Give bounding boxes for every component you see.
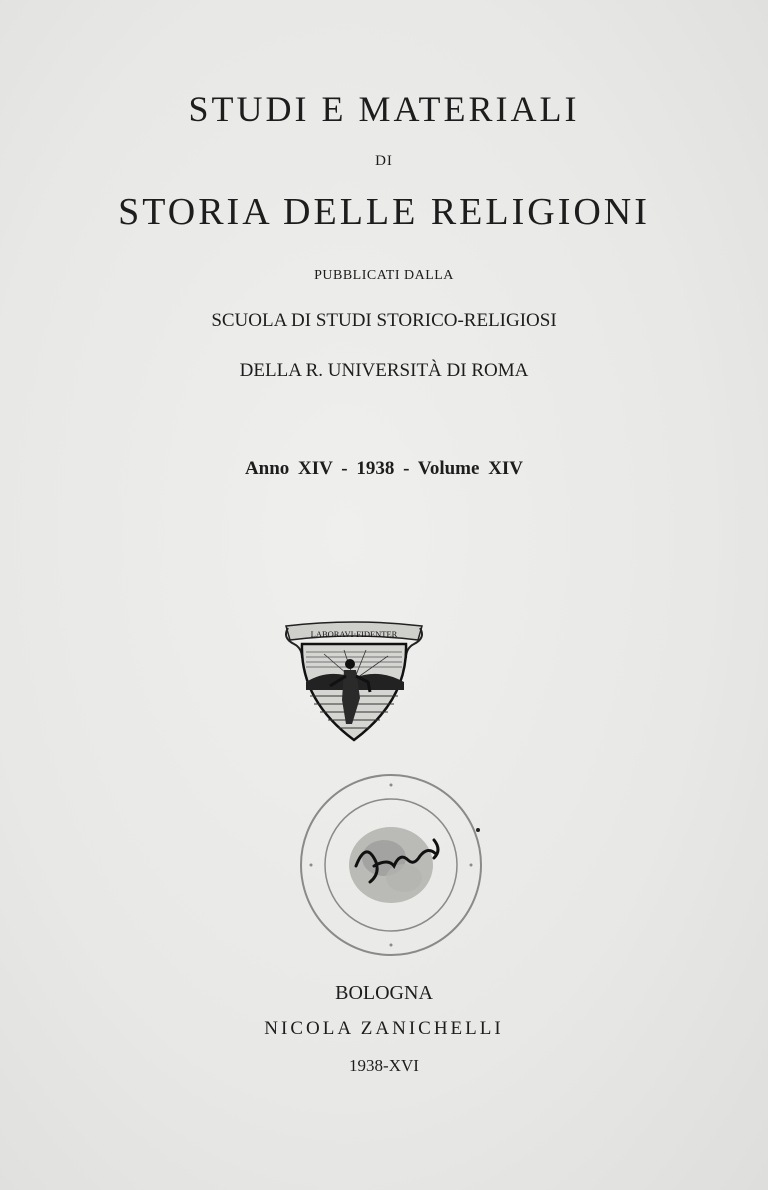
issue-line: Anno XIV - 1938 - Volume XIV [244, 458, 524, 479]
emblem-motto: LABORAVI·FIDENTER [310, 629, 398, 639]
publisher-emblem-icon [284, 620, 424, 742]
imprint-year: 1938-XVI [349, 1056, 419, 1075]
imprint-publisher: NICOLA ZANICHELLI [264, 1018, 504, 1039]
published-by: PUBBLICATI DALLA [314, 268, 454, 283]
library-stamp-icon [296, 770, 486, 960]
journal-title-line2: STORIA DELLE RELIGIONI [118, 191, 650, 233]
journal-title-di: DI [375, 153, 393, 169]
imprint-city: BOLOGNA [335, 982, 433, 1004]
university-name: DELLA R. UNIVERSITÀ DI ROMA [239, 360, 529, 381]
school-name: SCUOLA DI STUDI STORICO-RELIGIOSI [211, 310, 557, 331]
journal-title-line1: STUDI E MATERIALI [188, 89, 580, 129]
